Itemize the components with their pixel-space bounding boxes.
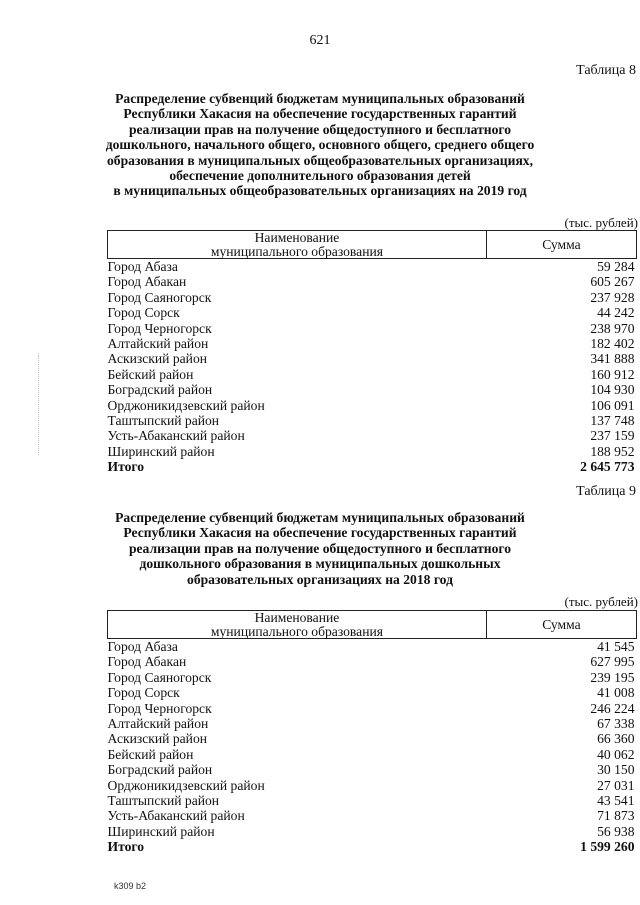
page-number: 621 (309, 33, 331, 48)
table-row (108, 685, 637, 700)
row-value: 160 912 (590, 366, 635, 382)
table-row (108, 259, 637, 275)
row-value: 238 970 (590, 320, 635, 336)
row-value: 56 938 (597, 823, 635, 839)
row-value: 246 224 (590, 700, 635, 716)
row-value: 27 031 (597, 777, 635, 793)
row-name: Таштыпский район (107, 413, 220, 429)
row-value: 237 928 (590, 289, 635, 305)
footer-code: k309 b2 (114, 881, 147, 891)
row-value: 104 930 (590, 382, 635, 398)
table-row (108, 336, 637, 351)
row-value: 40 062 (597, 746, 635, 762)
row-name: Город Саяногорск (107, 289, 212, 305)
table9-header-sum: Сумма (486, 611, 636, 639)
title-line: Республики Хакасия на обеспечение государственных гарантий (123, 525, 517, 541)
table-row (108, 654, 637, 669)
title-line: Республики Хакасия на обеспечение государственных гарантий (123, 106, 517, 122)
row-name: Боградский район (107, 762, 213, 778)
row-value: 67 338 (597, 716, 635, 732)
row-value: 66 360 (597, 731, 635, 747)
table9-title (100, 510, 540, 587)
table9 (107, 610, 637, 855)
title-line: обеспечение дополнительного образования детей (169, 168, 471, 184)
table-row (108, 367, 637, 382)
title-line: реализации прав на получение общедоступного и бесплатного (128, 540, 512, 556)
table9-unit: (тыс. рублей) (564, 594, 638, 609)
table8-label: Таблица 8 (576, 63, 636, 78)
row-value: 188 952 (590, 443, 635, 459)
row-value: 44 242 (597, 305, 635, 321)
row-name: Алтайский район (107, 336, 209, 352)
title-line: в муниципальных общеобразовательных организациях на 2019 год (113, 183, 527, 199)
row-name: Бейский район (107, 366, 194, 382)
title-line: дошкольного, начального общего, основного общего, среднего общего (105, 137, 535, 153)
title-line: дошкольного образования в муниципальных дошкольных (139, 556, 501, 572)
table-row (108, 747, 637, 762)
title-line: образования в муниципальных общеобразовательных организациях, (107, 152, 533, 168)
table8 (107, 230, 637, 475)
total-value: 2 645 773 (580, 459, 635, 475)
table-row (108, 413, 637, 428)
table-row (108, 824, 637, 839)
row-value: 41 545 (597, 639, 635, 654)
row-name: Усть-Абаканский район (107, 428, 245, 444)
table-row (108, 778, 637, 793)
table-row (108, 639, 637, 655)
row-value: 605 267 (590, 274, 635, 290)
row-value: 30 150 (597, 762, 635, 778)
table8-header-name: Наименование муниципального образования (108, 231, 487, 259)
table-row (108, 808, 637, 823)
scan-margin-dots (38, 355, 40, 455)
total-row (108, 839, 637, 854)
table9-label: Таблица 9 (576, 484, 636, 499)
table-row (108, 731, 637, 746)
row-name: Город Черногорск (107, 700, 212, 716)
table-row (108, 701, 637, 716)
row-name: Город Саяногорск (107, 669, 212, 685)
row-value: 71 873 (597, 808, 635, 824)
table-row (108, 398, 637, 413)
total-label: Итого (107, 459, 144, 475)
row-name: Орджоникидзевский район (107, 397, 265, 413)
row-name: Таштыпский район (107, 793, 220, 809)
row-value: 341 888 (590, 351, 635, 367)
table-row (108, 762, 637, 777)
row-value: 106 091 (590, 397, 635, 413)
table-row (108, 305, 637, 320)
table-row (108, 428, 637, 443)
row-name: Боградский район (107, 382, 213, 398)
table8-title (100, 91, 540, 199)
row-value: 627 995 (590, 654, 635, 670)
total-row (108, 459, 637, 474)
row-name: Город Черногорск (107, 320, 212, 336)
title-line: Распределение субвенций бюджетам муниципальных образований (115, 510, 525, 525)
row-name: Город Абакан (107, 274, 187, 290)
table-row (108, 382, 637, 397)
row-name: Город Абакан (107, 654, 187, 670)
title-line: реализации прав на получение общедоступного и бесплатного (128, 121, 512, 137)
row-name: Аскизский район (107, 731, 208, 747)
table-row (108, 793, 637, 808)
table-row (108, 351, 637, 366)
row-value: 237 159 (590, 428, 635, 444)
row-name: Город Сорск (107, 685, 180, 701)
title-line: образовательных организациях на 2018 год (187, 571, 453, 587)
total-label: Итого (107, 839, 144, 855)
row-value: 43 541 (597, 793, 635, 809)
row-value: 59 284 (597, 259, 635, 274)
table-row (108, 321, 637, 336)
row-name: Бейский район (107, 746, 194, 762)
row-name: Город Сорск (107, 305, 180, 321)
table8-header-sum: Сумма (486, 231, 636, 259)
table8-unit: (тыс. рублей) (564, 215, 638, 230)
table-row (108, 274, 637, 289)
table-row (108, 290, 637, 305)
table-row (108, 444, 637, 459)
row-name: Алтайский район (107, 716, 209, 732)
total-value: 1 599 260 (580, 839, 635, 855)
title-line: Распределение субвенций бюджетам муниципальных образований (115, 91, 525, 106)
row-value: 137 748 (590, 413, 635, 429)
row-name: Ширинский район (107, 823, 215, 839)
row-name: Город Абаза (107, 639, 178, 654)
row-name: Город Абаза (107, 259, 178, 274)
table-row (108, 670, 637, 685)
row-value: 239 195 (590, 669, 635, 685)
row-name: Орджоникидзевский район (107, 777, 265, 793)
row-name: Аскизский район (107, 351, 208, 367)
table-row (108, 716, 637, 731)
row-name: Ширинский район (107, 443, 215, 459)
row-name: Усть-Абаканский район (107, 808, 245, 824)
row-value: 182 402 (590, 336, 635, 352)
row-value: 41 008 (597, 685, 635, 701)
table9-header-name: Наименование муниципального образования (108, 611, 487, 639)
